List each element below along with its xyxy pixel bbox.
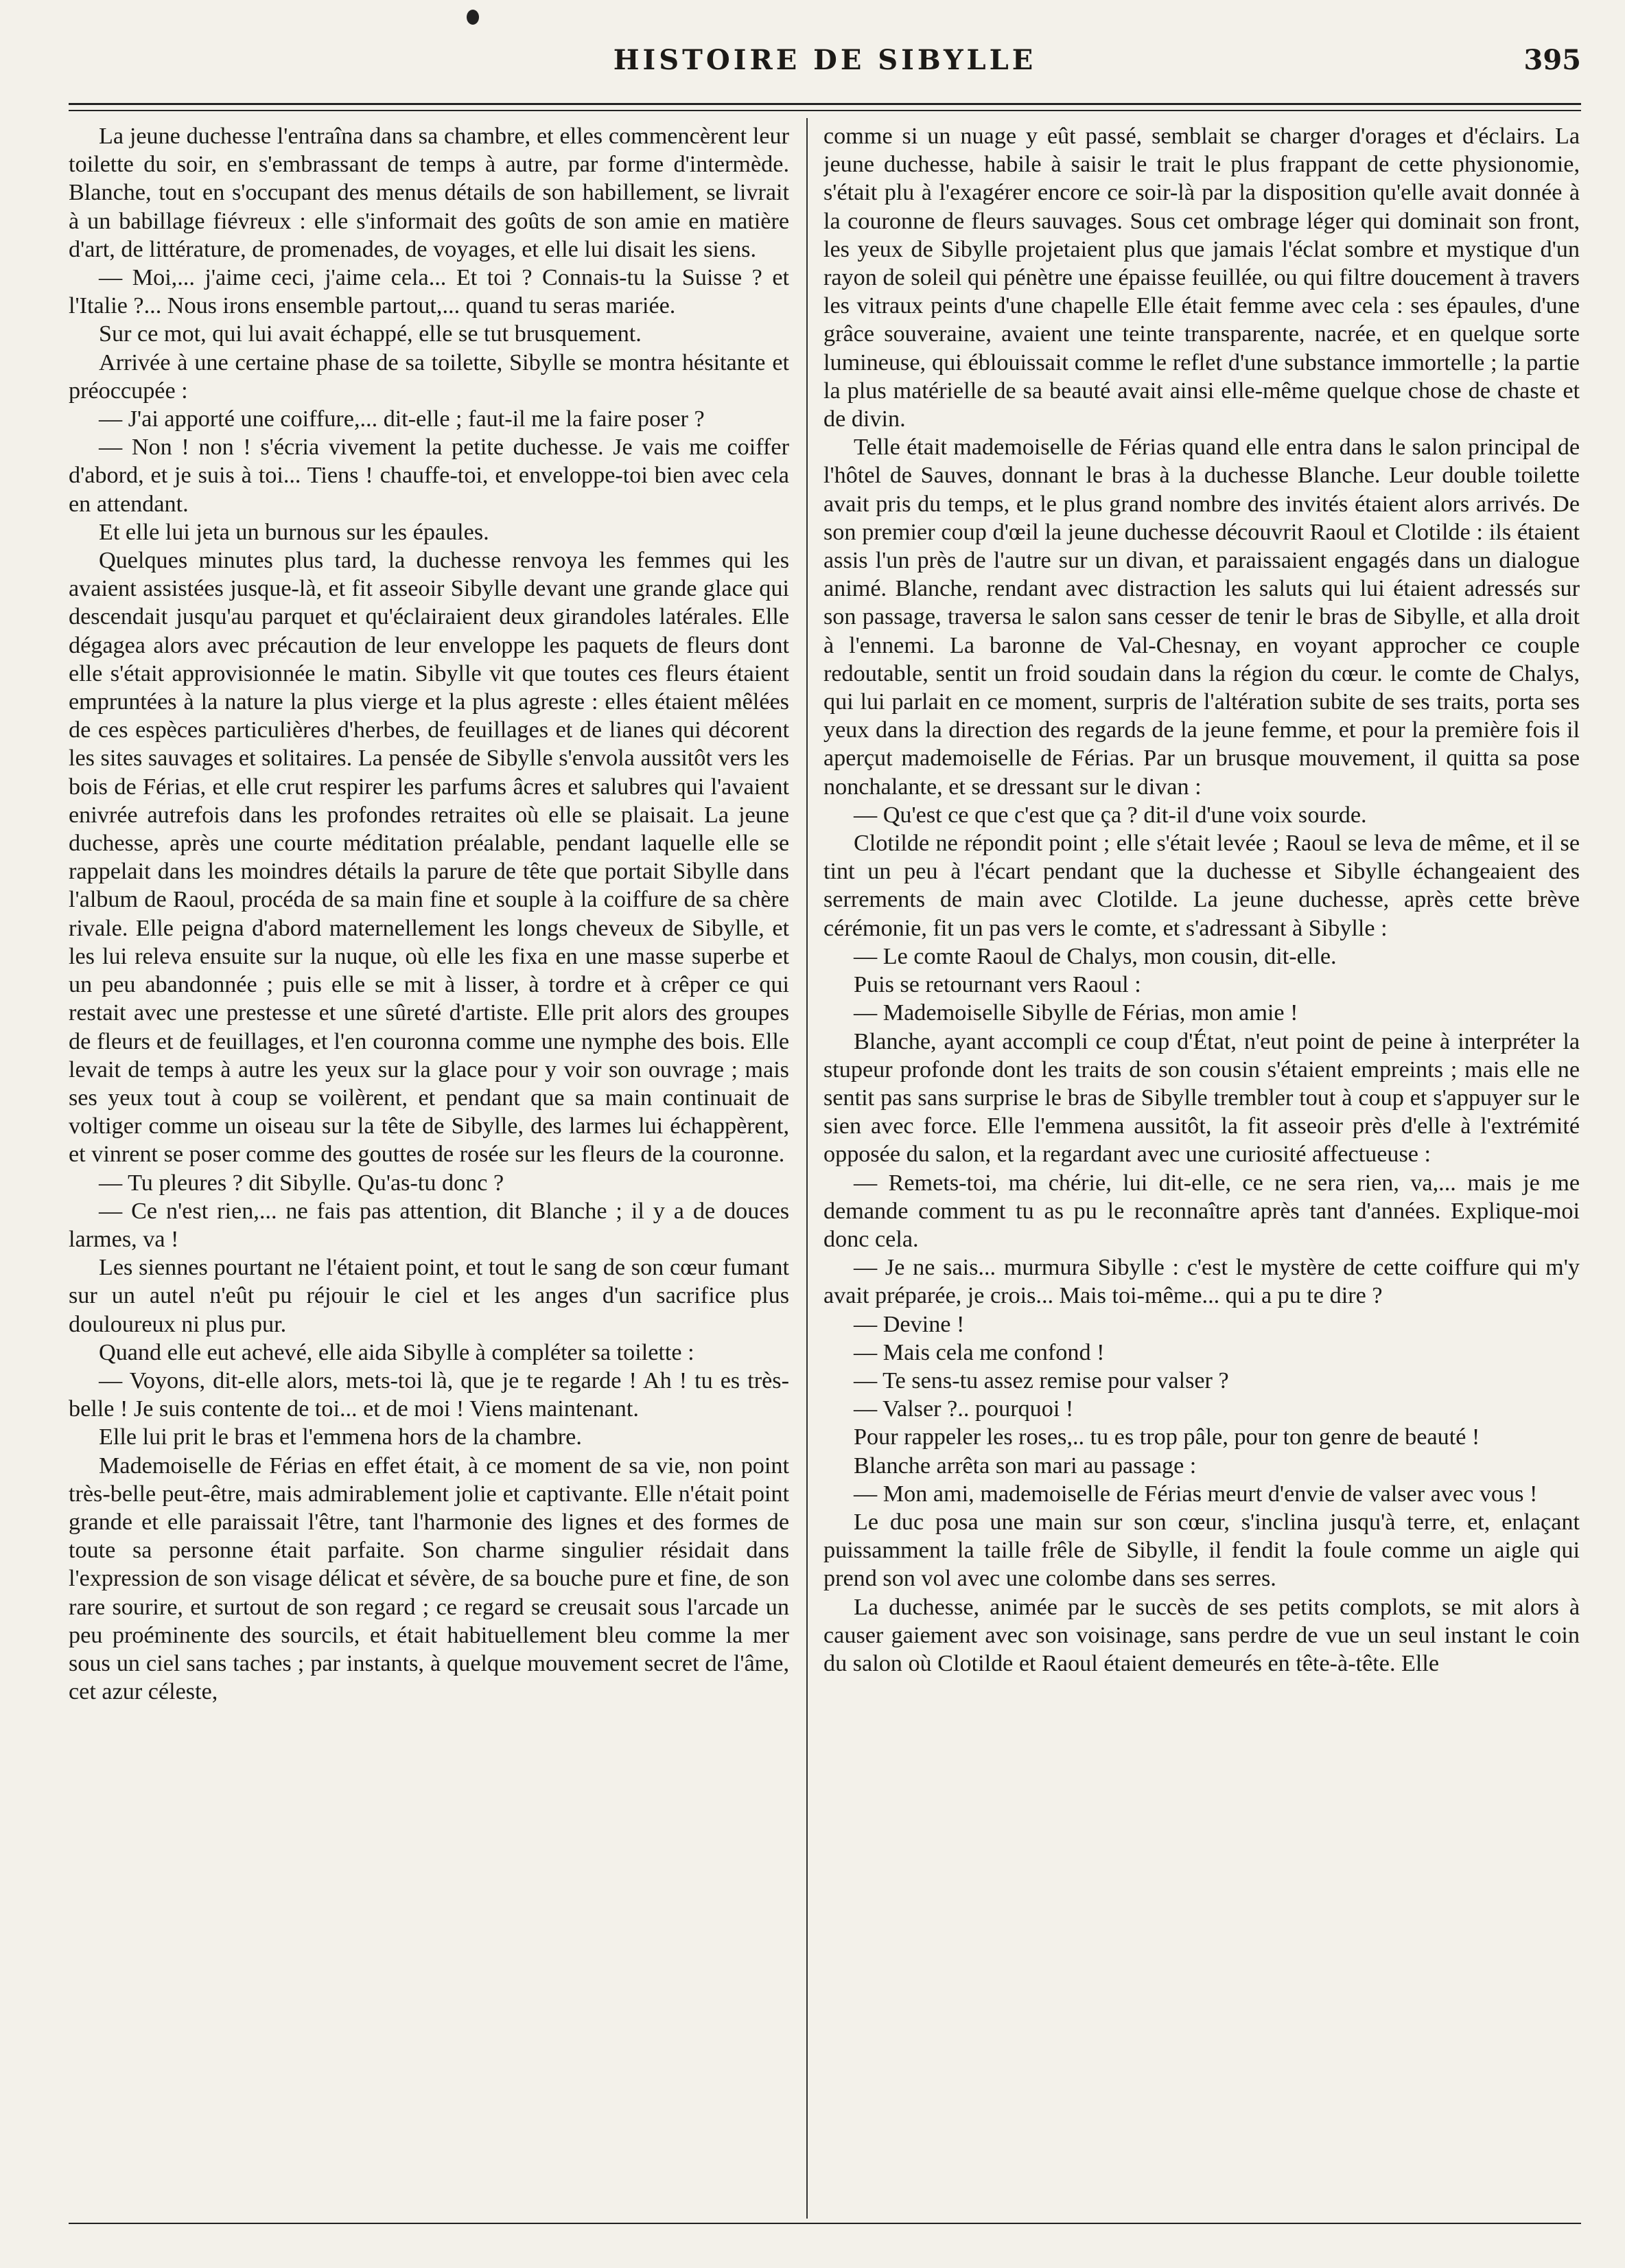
paragraph: comme si un nuage y eût passé, semblait se charger d'orages et d'éclairs. La jeune duchesse, habile à saisir le trait le plus frappant de cette physionomie, s'était plu à l'exagérer encore ce soir-là par la disposition qu'elle avait donnée à la couronne de fleurs sauvages. Sous cet ombrage léger qui dominait son front, les yeux de Sibylle projetaient plus que jamais l'éclat sombre et mystique d'un rayon de soleil qui pénètre une épaisse feuillée, ou qui filtre doucement à travers les vitraux peints d'une chapelle Elle était femme avec cela : ses épaules, d'une grâce souveraine, avaient une teinte transparente, nacrée, et en quelque sorte lumineuse, qui éblouissait comme le reflet d'une substance immortelle ; la partie la plus matérielle de sa beauté avait ainsi elle-même quelque chose de chaste et de divin. — [823, 124, 1580, 432]
paragraph: Blanche arrêta son mari au passage : — [854, 1453, 1197, 1479]
paragraph: — Non ! non ! s'écria vivement la petite duchesse. Je vais me coiffer d'abord, et je suis à toi... Tiens ! chauffe-toi, et enveloppe-toi bien avec cela en attendant. — [69, 435, 789, 517]
right-column — [823, 122, 1580, 2216]
paragraph: — Valser ?.. pourquoi ! — [854, 1396, 1074, 1422]
paragraph: Puis se retournant vers Raoul : — [854, 972, 1141, 998]
paragraph: Et elle lui jeta un burnous sur les épaules. — [99, 519, 489, 545]
paragraph: — Mon ami, mademoiselle de Férias meurt d'envie de valser avec vous ! — [854, 1481, 1538, 1507]
header-rule-bottom — [69, 110, 1581, 111]
paragraph: Clotilde ne répondit point ; elle s'était levée ; Raoul se leva de même, et il se tint un peu à l'écart pendant que la duchesse et Sibylle échangeaient des serrements de main avec Clotilde. La jeune duchesse, après cette brève cérémonie, fit un pas vers le comte, et s'adressant à Sibylle : — [823, 831, 1580, 941]
paragraph: Arrivée à une certaine phase de sa toilette, Sibylle se montra hésitante et préoccupée : — [69, 349, 789, 404]
paragraph: — Devine ! — [854, 1311, 965, 1337]
column-divider — [806, 118, 808, 2219]
left-column — [69, 122, 789, 2216]
footer-rule — [69, 2223, 1581, 2224]
paragraph: Le duc posa une main sur son cœur, s'inclina jusqu'à terre, et, enlaçant puissamment la taille frêle de Sibylle, il fendit la foule comme un aigle qui prend son vol avec une colombe dans ses serres. — [823, 1509, 1580, 1592]
paragraph: — Remets-toi, ma chérie, lui dit-elle, ce ne sera rien, va,... mais je me demande comment tu as pu le reconnaître après tant d'années. Explique-moi donc cela. — [823, 1170, 1580, 1252]
paragraph: — Tu pleures ? dit Sibylle. Qu'as-tu donc ? — [99, 1170, 504, 1196]
paragraph: Mademoiselle de Férias en effet était, à ce moment de sa vie, non point très-belle peut-être, mais admirablement jolie et captivante. Elle n'était point grande et elle paraissait l'être, tant l'harmonie des lignes et des formes de toute sa personne était parfaite. Son charme singulier résidait dans l'expression de son visage délicat et sévère, de sa bouche pure et fine, de son rare sourire, et surtout de son regard ; ce regard se creusait sous l'arcade un peu proéminente des sourcils, et était habituellement bleu comme la mer sous un ciel sans taches ; par instants, à quelque mouvement secret de l'âme, cet azur céleste, — [69, 1453, 789, 1705]
paragraph: Sur ce mot, qui lui avait échappé, elle se tut brusquement. — [99, 321, 642, 347]
paragraph: — Mais cela me confond ! — [854, 1339, 1105, 1365]
page-number: 395 — [1523, 44, 1581, 76]
paragraph: Les siennes pourtant ne l'étaient point, et tout le sang de son cœur fumant sur un autel n'eût pu réjouir le ciel et les anges d'un sacrifice plus douloureux ni plus pur. — [69, 1255, 789, 1337]
paragraph: Pour rappeler les roses,.. tu es trop pâle, pour ton genre de beauté ! — [854, 1424, 1480, 1450]
paragraph: — Qu'est ce que c'est que ça ? dit-il d'une voix sourde. — [854, 802, 1367, 828]
paragraph: — Te sens-tu assez remise pour valser ? — [854, 1367, 1229, 1393]
paragraph: — Ce n'est rien,... ne fais pas attention, dit Blanche ; il y a de douces larmes, va ! — [69, 1198, 789, 1252]
paragraph: — Voyons, dit-elle alors, mets-toi là, que je te regarde ! Ah ! tu es très-belle ! Je suis contente de toi... et de moi ! Viens maintenant. — [69, 1367, 789, 1422]
paragraph: — Je ne sais... murmura Sibylle : c'est le mystère de cette coiffure qui m'y avait préparée, je crois... Mais toi-même... qui a pu te dire ? — [823, 1255, 1580, 1309]
ink-dot — [467, 10, 479, 25]
paragraph: — J'ai apporté une coiffure,... dit-elle ; faut-il me la faire poser ? — [99, 406, 705, 432]
paragraph: Elle lui prit le bras et l'emmena hors de la chambre. — [99, 1424, 582, 1450]
running-title: HISTOIRE DE SIBYLLE — [613, 44, 1037, 76]
paragraph: La jeune duchesse l'entraîna dans sa chambre, et elles commencèrent leur toilette du soir, en s'embrassant de temps à autre, par forme d'intermède. Blanche, tout en s'occupant des menus détails de son habillement, se livrait à un babillage fiévreux : elle s'informait des goûts de son amie en matière d'art, de littérature, de promenades, de voyages, et elle lui disait les siens. — [69, 124, 789, 262]
paragraph: Quelques minutes plus tard, la duchesse renvoya les femmes qui les avaient assistées jusque-là, et fit asseoir Sibylle devant une grande glace qui descendait jusqu'au parquet et qu'éclairaient deux girandoles latérales. Elle dégagea alors avec précaution de leur enveloppe les paquets de fleurs dont elle s'était approvisionnée le matin. Sibylle vit que toutes ces fleurs étaient empruntées à la nature la plus vierge et la plus agreste : elles étaient mêlées de ces espèces particulières d'herbes, de feuillages et de lianes qui décorent les sites sauvages et solitaires. La pensée de Sibylle s'envola aussitôt vers les bois de Férias, et elle crut respirer les parfums âcres et salubres qui l'avaient enivrée autrefois dans les profondes retraites où elle se plaisait. La jeune duchesse, après une courte méditation préalable, pendant laquelle elle se rappelait dans les moindres détails la parure de tête que portait Sibylle dans l'album de Raoul, procéda de sa main fine et souple à la coiffure de sa chère rivale. Elle peigna d'abord maternellement les longs cheveux de Sibylle, et les lui releva ensuite sur la nuque, où elle les fixa en une masse superbe et un peu abandonnée ; puis elle se mit à lisser, à tordre et à crêper ce qui restait avec une prestesse et une sûreté d'artiste. Elle prit alors des groupes de fleurs et de feuillages, et l'en couronna comme une nymphe des bois. Elle levait de temps à autre les yeux sur la glace pour y voir son ouvrage ; mais ses yeux tout à coup se voilèrent, et pendant que sa main continuait de voltiger comme un oiseau sur la tête de Sibylle, des larmes lui échappèrent, et vinrent se poser comme des gouttes de rosée sur les fleurs de la couronne. — [69, 548, 789, 1168]
paragraph: Telle était mademoiselle de Férias quand elle entra dans le salon principal de l'hôtel de Sauves, donnant le bras à la duchesse Blanche. Leur double toilette avait pris du temps, et le plus grand nombre des invités étaient alors arrivés. De son premier coup d'œil la jeune duchesse découvrit Raoul et Clotilde : ils étaient assis l'un près de l'autre sur un divan, et paraissaient engagés dans un dialogue animé. Blanche, rendant avec distraction les saluts qui lui étaient adressés sur son passage, traversa le salon sans cesser de tenir le bras de Sibylle, et alla droit à l'ennemi. La baronne de Val-Chesnay, en voyant approcher ce couple redoutable, sentit un froid soudain dans la région du cœur. le comte de Chalys, qui lui parlait en ce moment, surpris de l'altération subite de ses traits, porta ses yeux dans la direction des regards de la jeune femme, et pour la première fois il aperçut mademoiselle de Férias. Par un brusque mouvement, il quitta sa pose nonchalante, et se dressant sur le divan : — [823, 435, 1580, 800]
paragraph: Quand elle eut achevé, elle aida Sibylle à compléter sa toilette : — [99, 1339, 694, 1365]
paragraph: — Mademoiselle Sibylle de Férias, mon amie ! — [854, 1000, 1298, 1026]
paragraph: — Le comte Raoul de Chalys, mon cousin, dit-elle. — [854, 943, 1337, 969]
paragraph: — Moi,... j'aime ceci, j'aime cela... Et toi ? Connais-tu la Suisse ? et l'Italie ?... Nous irons ensemble partout,... quand tu seras mariée. — [69, 265, 789, 319]
header-rule-top — [69, 103, 1581, 105]
page-header — [69, 44, 1581, 92]
paragraph: Blanche, ayant accompli ce coup d'État, n'eut point de peine à interpréter la stupeur profonde dont les traits de son cousin s'étaient empreints ; mais elle ne sentit pas sans surprise le bras de Sibylle trembler tout à coup et s'appuyer sur le sien avec force. Elle l'emmena aussitôt, la fit asseoir près d'elle à l'extrémité opposée du salon, et la regardant avec une curiosité affectueuse : — [823, 1028, 1580, 1168]
paragraph: La duchesse, animée par le succès de ses petits complots, se mit alors à causer gaiement avec son voisinage, sans perdre de vue un seul instant le coin du salon où Clotilde et Raoul étaient demeurés en tête-à-tête. Elle — [823, 1594, 1580, 1676]
